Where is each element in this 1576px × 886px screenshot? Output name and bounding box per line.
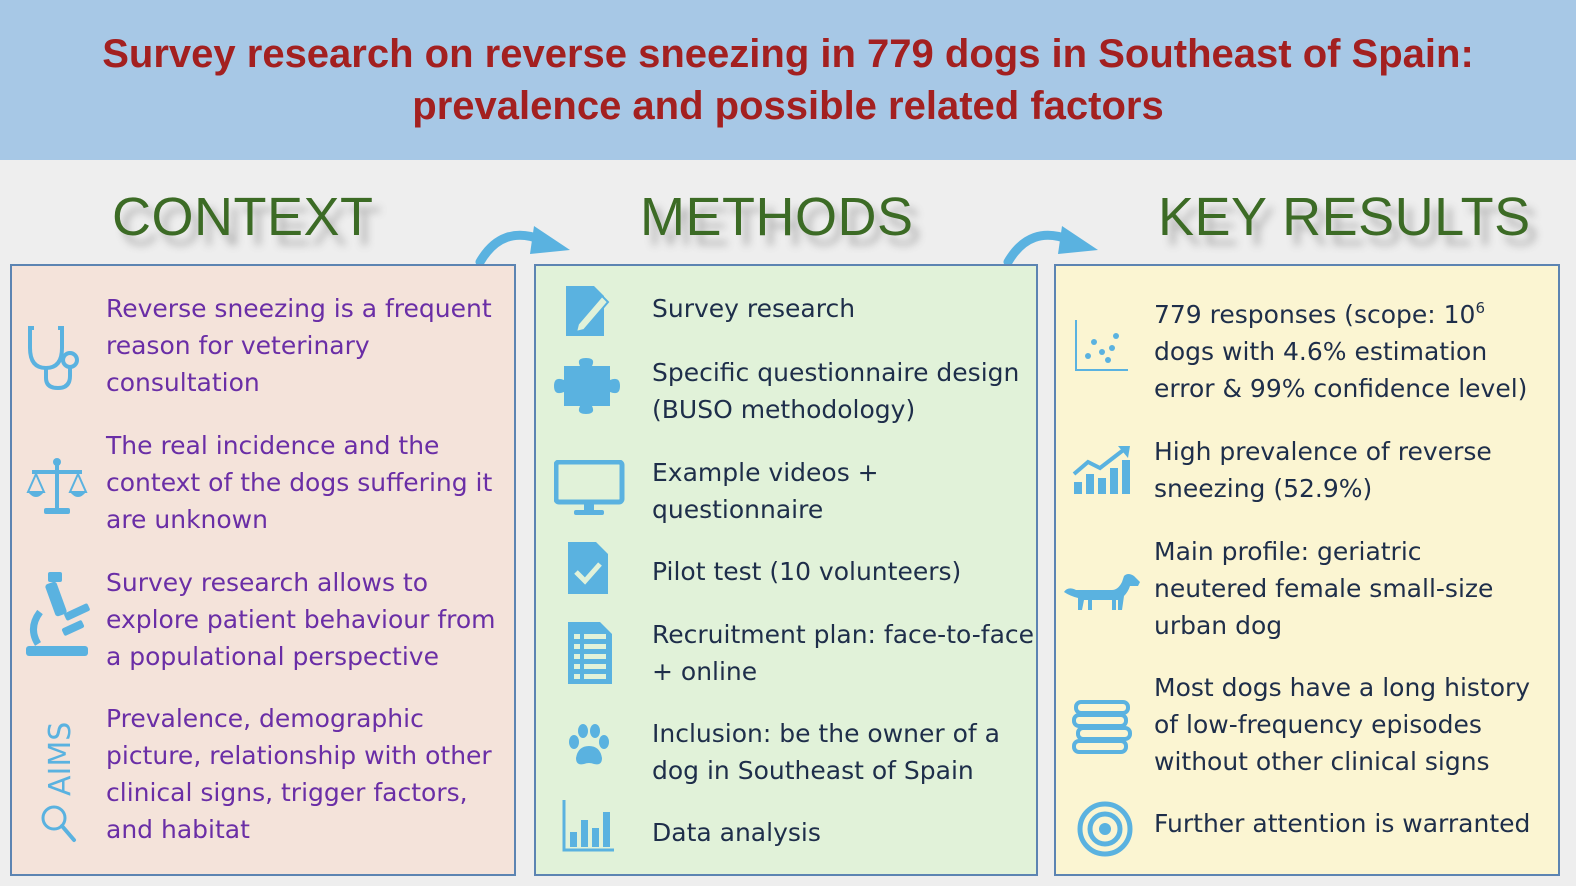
methods-text: Specific questionnaire design (BUSO methodology) (652, 358, 1020, 424)
curved-arrow-icon (472, 222, 572, 266)
context-text: Prevalence, demographic picture, relationship with other clinical signs, trigger factors, and habitat (106, 704, 492, 844)
methods-text: Recruitment plan: face-to-face + online (652, 620, 1035, 686)
curved-arrow-icon (1000, 222, 1100, 266)
methods-text: Pilot test (10 volunteers) (652, 557, 962, 586)
results-text: Most dogs have a long history of low-frequency episodes without other clinical signs (1154, 673, 1531, 776)
paw-print-icon (566, 722, 612, 768)
title-line-2: prevalence and possible related factors (412, 84, 1164, 128)
methods-text: Inclusion: be the owner of a dog in Southeast of Spain (652, 719, 1000, 785)
results-text: High prevalence of reverse sneezing (52.9%) (1154, 437, 1492, 503)
dachshund-icon (1062, 570, 1142, 618)
puzzle-piece-icon (546, 358, 632, 414)
aims-magnifier-icon (36, 708, 82, 846)
context-text: Reverse sneezing is a frequent reason for veterinary consultation (106, 294, 492, 397)
methods-text: Survey research (652, 294, 856, 323)
results-text: Further attention is warranted (1154, 809, 1531, 838)
results-panel (1054, 264, 1560, 876)
bar-chart-icon (560, 798, 616, 854)
target-icon (1076, 800, 1134, 858)
monitor-icon (554, 460, 626, 516)
microscope-icon (26, 572, 92, 658)
results-text: 779 responses (scope: $10^6$ dogs with 4.6% estimation error & 99% confidence level) (1154, 299, 1528, 403)
context-panel (10, 264, 516, 876)
book-stack-icon (1072, 698, 1132, 758)
scatter-plot-icon (1072, 318, 1130, 374)
svg-text:AIMS: AIMS (43, 721, 78, 796)
growth-chart-icon (1070, 444, 1132, 496)
context-text: Survey research allows to explore patient behaviour from a populational perspective (106, 568, 496, 671)
checked-document-icon (566, 540, 610, 596)
list-document-icon (566, 620, 614, 686)
title-line-1: Survey research on reverse sneezing in 779 dogs in Southeast of Spain: (102, 32, 1474, 76)
results-heading: KEY RESULTS (1158, 187, 1531, 247)
context-heading: CONTEXT (112, 187, 374, 247)
document-pen-icon (564, 284, 612, 338)
balance-scale-icon (26, 456, 88, 518)
stethoscope-icon (24, 322, 88, 390)
title-banner (0, 0, 1576, 160)
results-text: Main profile: geriatric neutered female small-size urban dog (1154, 537, 1494, 640)
methods-text: Example videos + questionnaire (652, 458, 879, 524)
methods-text: Data analysis (652, 818, 821, 847)
context-text: The real incidence and the context of the dogs suffering it are unknown (106, 431, 493, 534)
methods-heading: METHODS (640, 187, 914, 247)
methods-panel (534, 264, 1038, 876)
